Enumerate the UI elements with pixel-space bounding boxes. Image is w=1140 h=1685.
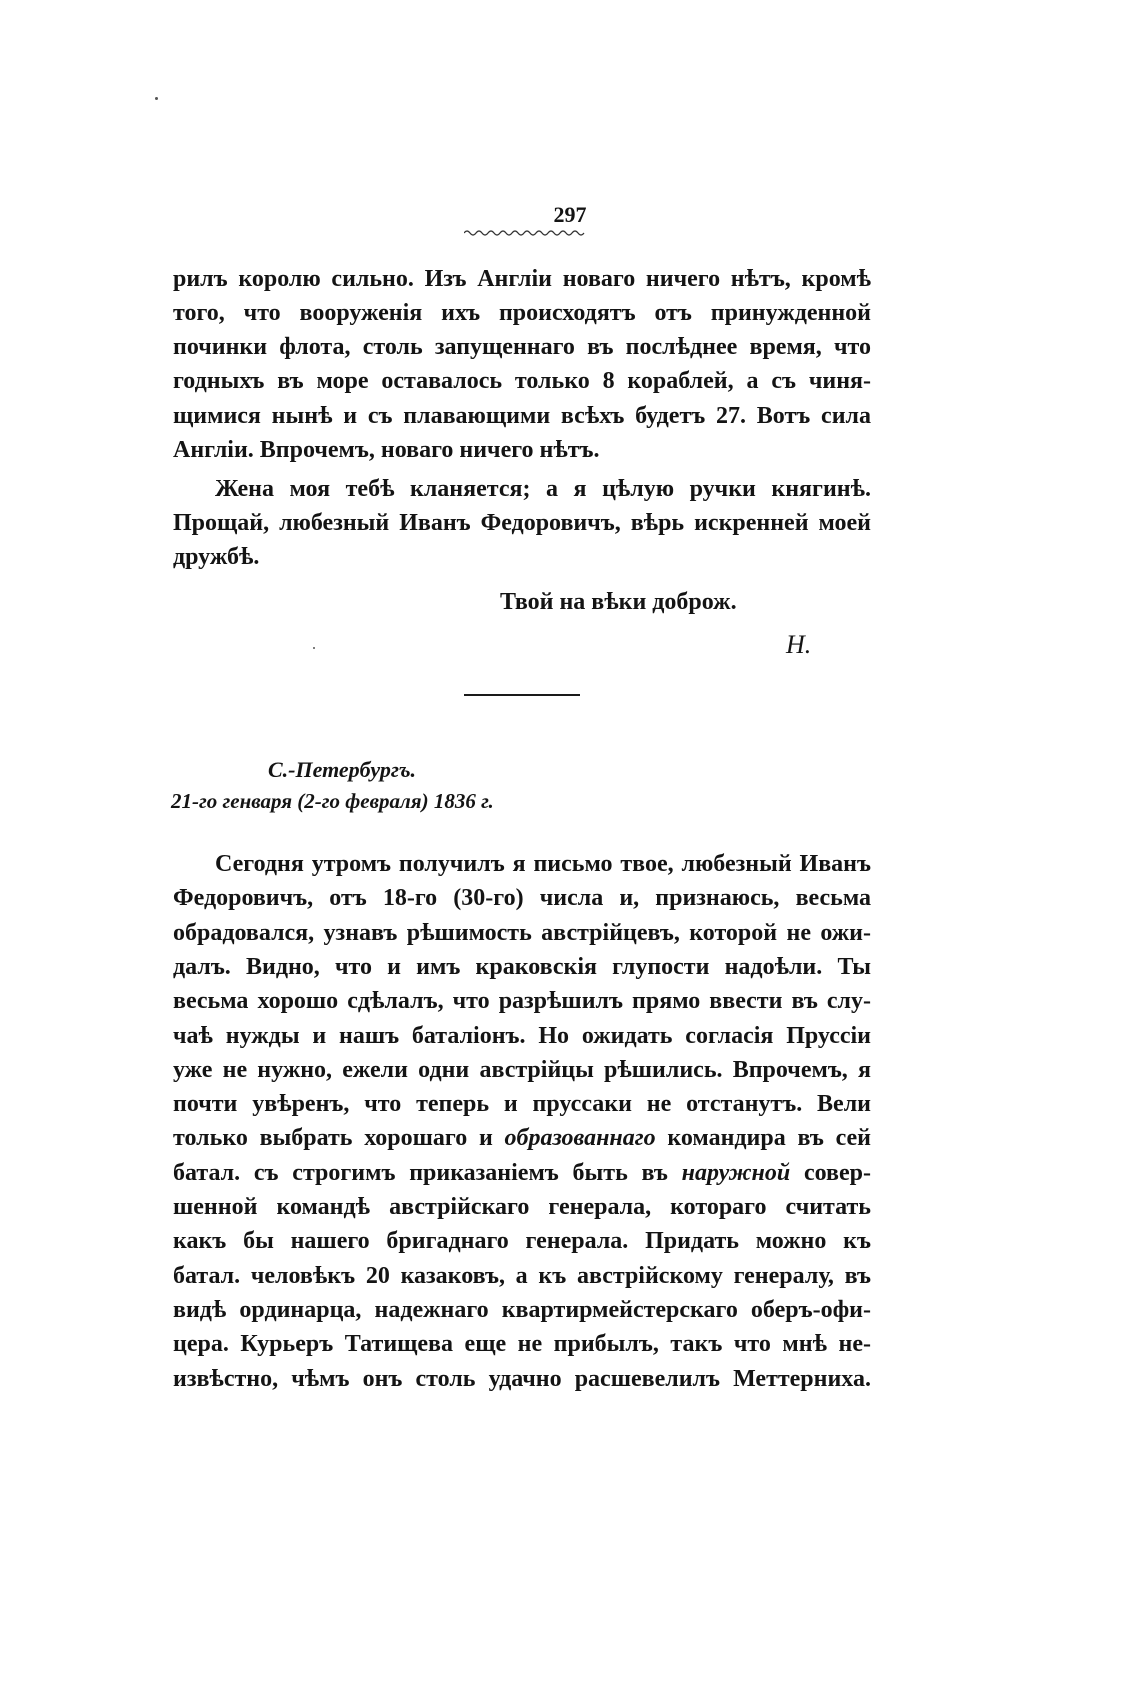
text-line: уже не нужно, ежели одни австрійцы рѣшились. Впрочемъ, я xyxy=(173,1057,871,1083)
text-line: обрадовался, узнавъ рѣшимость австрійцевъ, которой не ожи- xyxy=(173,920,871,946)
text-line xyxy=(173,1121,871,1155)
page-number: 297 xyxy=(553,202,587,227)
letter-place: С.-Петербургъ. xyxy=(268,757,417,782)
text-line: Сегодня утромъ получилъ я письмо твое, любезный Иванъ xyxy=(215,851,871,877)
text-line: весьма хорошо сдѣлалъ, что разрѣшилъ прямо ввести въ слу- xyxy=(173,988,871,1014)
text-line: шенной командѣ австрійскаго генерала, котораго считать xyxy=(173,1194,871,1220)
text-line: рилъ королю сильно. Изъ Англіи новаго ничего нѣтъ, кромѣ xyxy=(173,266,871,292)
text-run: командира въ сей xyxy=(655,1125,871,1151)
text-line: Жена моя тебѣ кланяется; а я цѣлую ручки княгинѣ. xyxy=(215,476,871,502)
text-line: Прощай, любезный Иванъ Федоровичъ, вѣрь искренней моей xyxy=(173,510,871,536)
text-line: батал. человѣкъ 20 казаковъ, а къ австрійскому генералу, въ xyxy=(173,1263,871,1289)
section-divider xyxy=(464,694,580,696)
text-line: щимися нынѣ и съ плавающими всѣхъ будетъ 27. Вотъ сила xyxy=(173,403,871,429)
text-line: цера. Курьеръ Татищева еще не прибылъ, такъ что мнѣ не- xyxy=(173,1331,871,1357)
text-line: Англіи. Впрочемъ, новаго ничего нѣтъ. xyxy=(173,437,600,463)
emphasized-word: наружной xyxy=(681,1160,791,1186)
scan-speck xyxy=(155,97,158,100)
text-line: Федоровичъ, отъ 18-го (30-го) числа и, признаюсь, весьма xyxy=(173,885,871,911)
text-line: того, что вооруженія ихъ происходятъ отъ принужденной xyxy=(173,300,871,326)
letter-date: 21-го генваря (2-го февраля) 1836 г. xyxy=(171,789,494,813)
text-line: чаѣ нужды и нашъ баталіонъ. Но ожидать согласія Пруссіи xyxy=(173,1023,871,1049)
text-line: дружбѣ. xyxy=(173,544,260,570)
text-run: только выбрать хорошаго и xyxy=(173,1125,505,1151)
text-line: годныхъ въ море оставалось только 8 кораблей, а съ чиня- xyxy=(173,368,871,394)
text-line: далъ. Видно, что и имъ краковскія глупости надоѣли. Ты xyxy=(173,954,871,980)
page-number-ornament xyxy=(464,229,586,237)
text-run: батал. съ строгимъ приказаніемъ быть въ xyxy=(173,1160,682,1186)
text-line xyxy=(173,1156,871,1190)
letter-signature: Н. xyxy=(786,630,812,659)
text-line: почти увѣренъ, что теперь и пруссаки не отстанутъ. Вели xyxy=(173,1091,871,1117)
text-run: совер- xyxy=(790,1160,871,1186)
letter-closing: Твой на вѣки доброж. xyxy=(500,589,737,615)
text-line: извѣстно, чѣмъ онъ столь удачно расшевелилъ Меттерниха. xyxy=(173,1366,871,1392)
text-line: видѣ ординарца, надежнаго квартирмейстерскаго оберъ-офи- xyxy=(173,1297,871,1323)
emphasized-word: образованнаго xyxy=(504,1125,656,1151)
text-line: починки флота, столь запущеннаго въ послѣднее время, что xyxy=(173,334,871,360)
scan-speck xyxy=(313,647,315,649)
text-line: какъ бы нашего бригаднаго генерала. Придать можно къ xyxy=(173,1228,871,1254)
